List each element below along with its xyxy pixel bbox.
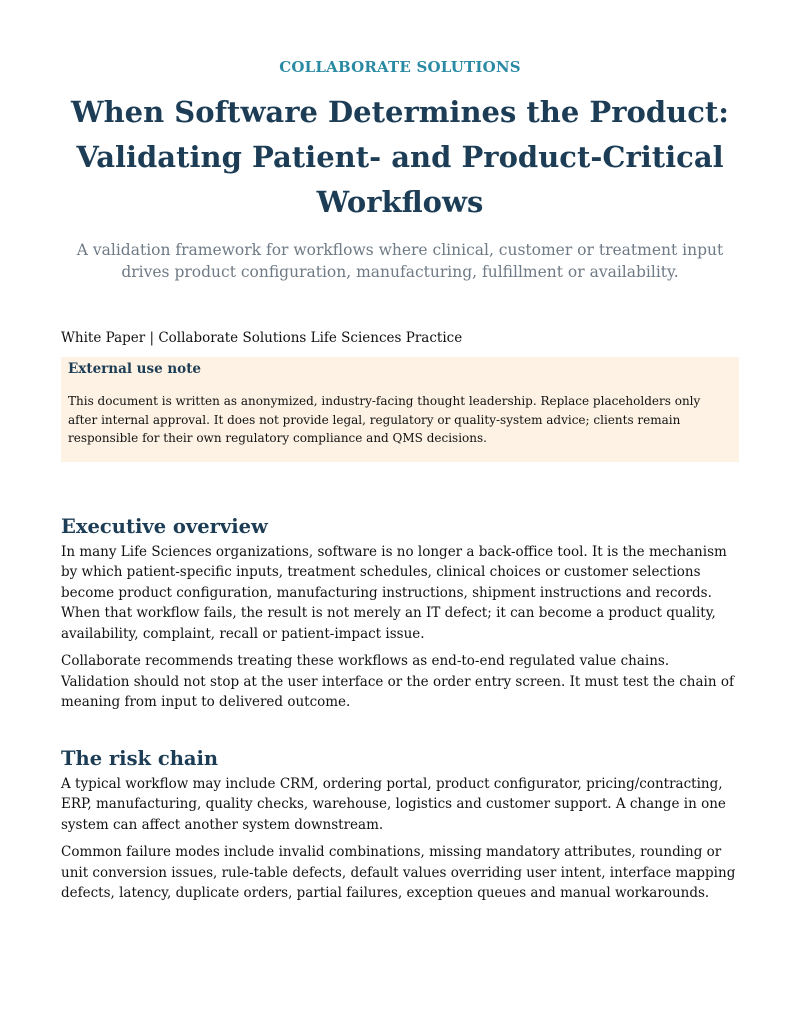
section-heading: Executive overview xyxy=(61,514,268,538)
paragraph: In many Life Sciences organizations, software is no longer a back-office tool. It is the mechanism by which patient-specific inputs, treatment schedules, clinical choices or customer selections become product configuration, manufacturing instructions, shipment instructions and records. When that workflow fails, the result is not merely an IT defect; it can become a product quality, availability, complaint, recall or patient-impact issue. xyxy=(61,543,727,642)
section-risk-chain xyxy=(61,746,739,904)
section-heading: The risk chain xyxy=(61,746,219,770)
document-subtitle: A validation framework for workflows where clinical, customer or treatment input drives product configuration, manufacturing, fulfillment or availability. xyxy=(76,241,724,281)
brand-label: COLLABORATE SOLUTIONS xyxy=(279,58,521,76)
note-body: This document is written as anonymized, industry-facing thought leadership. Replace placeholders only after internal approval. It does not provide legal, regulatory or quality-system advice; clients remain responsible for their own regulatory compliance and QMS decisions. xyxy=(68,394,701,445)
paragraph: Collaborate recommends treating these workflows as end-to-end regulated value chains. Validation should not stop at the user interface or the order entry screen. It must test the chain of meaning from input to delivered outcome. xyxy=(61,653,734,710)
external-use-note xyxy=(61,357,739,462)
document-title: When Software Determines the Product: Validating Patient- and Product-Critical Workflows xyxy=(71,95,729,219)
note-title: External use note xyxy=(68,361,202,377)
paragraph: A typical workflow may include CRM, ordering portal, product configurator, pricing/contracting, ERP, manufacturing, quality checks, warehouse, logistics and customer support. A change in one system can affect another system downstream. xyxy=(61,775,726,833)
paragraph: Common failure modes include invalid combinations, missing mandatory attributes, rounding or unit conversion issues, rule-table defects, default values overriding user intent, interface mapping defects, latency, duplicate orders, partial failures, exception queues and manual workarounds. xyxy=(61,844,736,901)
section-executive-overview xyxy=(61,514,739,713)
byline: White Paper | Collaborate Solutions Life Sciences Practice xyxy=(61,330,463,346)
